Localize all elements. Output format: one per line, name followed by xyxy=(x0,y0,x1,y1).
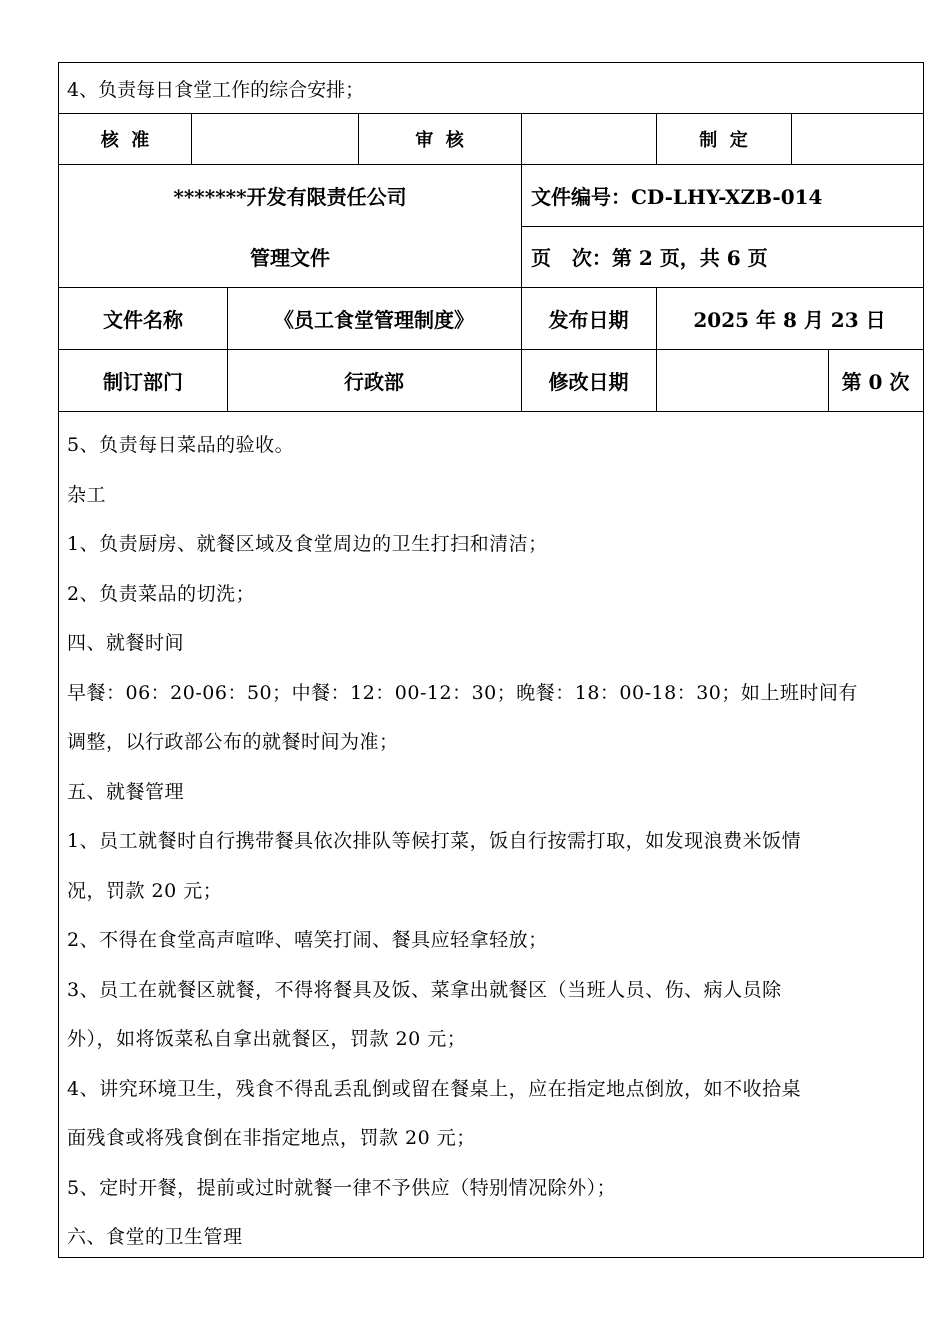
release-date-label: 发布日期 xyxy=(548,308,629,332)
revise-date-label: 修改日期 xyxy=(548,370,629,394)
review-label: 审 核 xyxy=(415,130,464,151)
review-value xyxy=(521,114,656,164)
body-line: 2、不得在食堂高声喧哗、嘻笑打闹、餐具应轻拿轻放； xyxy=(67,929,548,951)
department-label: 制订部门 xyxy=(103,370,183,394)
revise-date-value xyxy=(656,350,828,411)
body-line: 1、负责厨房、就餐区域及食堂周边的卫生打扫和清洁； xyxy=(67,533,548,555)
department-row xyxy=(59,350,923,412)
company-name: *******开发有限责任公司 xyxy=(173,185,407,209)
document-frame xyxy=(58,62,924,1258)
body-line: 调整，以行政部公布的就餐时间为准； xyxy=(67,731,399,753)
prepare-value xyxy=(791,114,923,164)
document-number: 文件编号：CD-LHY-XZB-014 xyxy=(531,185,823,209)
body-line: 四、就餐时间 xyxy=(67,632,185,654)
body-line: 外），如将饭菜私自拿出就餐区，罚款 20 元； xyxy=(67,1028,467,1050)
prepare-label: 制 定 xyxy=(699,130,748,151)
approve-value xyxy=(191,114,359,164)
release-date-value: 2025 年 8 月 23 日 xyxy=(693,308,886,332)
body-line: 早餐：06：20-06：50；中餐：12：00-12：30；晚餐：18：00-18：30；如上班时间有 xyxy=(67,682,858,704)
header-block xyxy=(59,165,923,288)
department-value: 行政部 xyxy=(344,370,404,394)
revision-number: 第 0 次 xyxy=(841,370,910,394)
document-type: 管理文件 xyxy=(250,246,330,270)
body-line: 5、负责每日菜品的验收。 xyxy=(67,434,295,456)
file-name-row xyxy=(59,288,923,350)
top-line-text: 4、负责每日食堂工作的综合安排； xyxy=(67,78,365,101)
top-line-row xyxy=(59,63,923,114)
body-line: 5、定时开餐，提前或过时就餐一律不予供应（特别情况除外）； xyxy=(67,1177,617,1199)
approval-row xyxy=(59,114,923,165)
body-line: 六、食堂的卫生管理 xyxy=(67,1226,243,1248)
file-name-value: 《员工食堂管理制度》 xyxy=(274,308,474,332)
body-line: 五、就餐管理 xyxy=(67,781,185,803)
body-line: 面残食或将残食倒在非指定地点，罚款 20 元； xyxy=(67,1127,476,1149)
approve-label: 核 准 xyxy=(100,130,150,151)
body-line: 4、讲究环境卫生，残食不得乱丢乱倒或留在餐桌上，应在指定地点倒放，如不收拾桌 xyxy=(67,1078,802,1100)
page-info: 页 次：第 2 页，共 6 页 xyxy=(531,246,768,270)
body-line: 况，罚款 20 元； xyxy=(67,880,223,902)
body-line: 2、负责菜品的切洗； xyxy=(67,583,256,605)
body-line: 1、员工就餐时自行携带餐具依次排队等候打菜，饭自行按需打取，如发现浪费米饭情 xyxy=(67,830,802,852)
file-name-label: 文件名称 xyxy=(103,308,183,332)
body-line: 杂工 xyxy=(67,484,107,506)
body-line: 3、员工在就餐区就餐，不得将餐具及饭、菜拿出就餐区（当班人员、伤、病人员除 xyxy=(67,979,782,1001)
body-content xyxy=(59,412,923,1257)
